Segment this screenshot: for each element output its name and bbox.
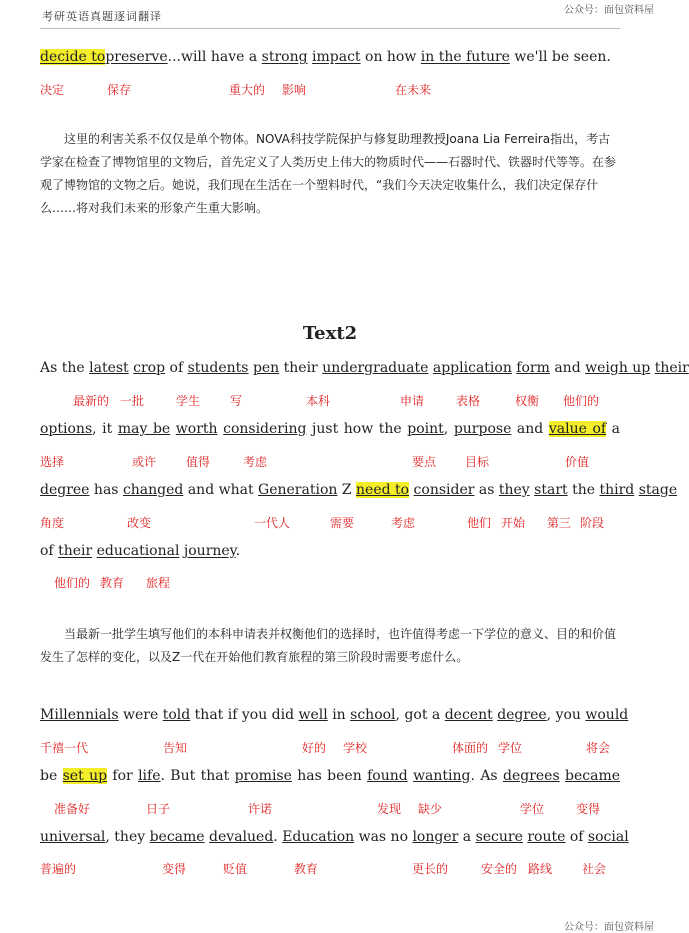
english-line-7 [40, 768, 620, 784]
text-segment: be [40, 768, 63, 784]
cn-gloss: 学位 [498, 741, 523, 755]
underlined-word: wanting [413, 768, 471, 784]
underlined-word: changed [122, 482, 184, 498]
chinese-translation-paragraph: 当最新一批学生填写他们的本科申请表并权衡他们的选择时，也许值得考虑一下学位的意义、目的和价值发生了怎样的变化，以及Z一代在开始他们教育旅程的第三阶段时需要考虑什么。 [40, 627, 617, 664]
cn-gloss: 好的 [302, 741, 327, 755]
cn-gloss: 保存 [107, 83, 132, 97]
text: on how [360, 49, 421, 65]
underlined-word: value of [548, 421, 607, 437]
text: we'll be seen. [509, 49, 611, 65]
text-segment: , it [92, 421, 118, 437]
english-line-2 [40, 360, 689, 376]
text-segment: has been [291, 768, 368, 784]
cn-gloss: 变得 [162, 862, 187, 876]
underlined-word: Generation [258, 482, 338, 498]
text-segment: , they [105, 829, 150, 845]
cn-gloss: 值得 [186, 455, 211, 469]
cn-gloss: 贬值 [223, 862, 248, 876]
footer-watermark: 公众号：面包资料屋 [564, 922, 654, 933]
cn-gloss: 改变 [127, 516, 152, 530]
cn-gloss: 普遍的 [40, 862, 77, 876]
word: decide to [40, 49, 106, 65]
cn-gloss: 教育 [100, 576, 125, 590]
underlined-word: found [367, 768, 408, 784]
word: strong [261, 49, 308, 65]
cn-gloss: 教育 [294, 862, 319, 876]
underlined-word: life [138, 768, 161, 784]
cn-gloss: 选择 [40, 455, 65, 469]
cn-gloss: 价值 [565, 455, 590, 469]
cn-gloss: 社会 [582, 862, 607, 876]
text-segment: , got a [395, 707, 445, 723]
underlined-word: devalued [209, 829, 274, 845]
cn-gloss: 申请 [400, 394, 425, 408]
underlined-word: route [527, 829, 566, 845]
text-segment: As the [40, 360, 90, 376]
cn-gloss: 一代人 [254, 516, 291, 530]
underlined-word: set up [62, 768, 108, 784]
text-segment: the [567, 482, 600, 498]
text-segment: that if you did [190, 707, 299, 723]
cn-gloss: 他们的 [563, 394, 600, 408]
english-line-4 [40, 482, 678, 498]
cn-gloss: 学位 [520, 802, 545, 816]
underlined-word: students [187, 360, 249, 376]
underlined-word: educational [96, 543, 180, 559]
english-line-6 [40, 707, 629, 723]
underlined-word: point [407, 421, 444, 437]
cn-gloss: 决定 [40, 83, 65, 97]
cn-gloss: 表格 [456, 394, 481, 408]
underlined-word: undergraduate [322, 360, 429, 376]
cn-gloss: 在未来 [395, 83, 432, 97]
text-segment: in [327, 707, 351, 723]
underlined-word: would [585, 707, 629, 723]
underlined-word: social [587, 829, 629, 845]
cn-gloss: 将会 [586, 741, 611, 755]
underlined-word: crop [133, 360, 166, 376]
cn-gloss: 一批 [120, 394, 145, 408]
chinese-translation-paragraph: 这里的利害关系不仅仅是单个物体。NOVA科技学院保护与修复助理教授Joana Lia Ferreira指出，考古学家在检查了博物馆里的文物后，首先定义了人类历史上伟大的物质时代——石器时代、铁器时代等等。在参观了博物馆的文物之后。她说，我们现在生活在一个塑料时代，“我们今天决定收集什么，我们决定保存什么……将对我们未来的形象产生重大影响。 [40, 132, 617, 215]
underlined-word: became [149, 829, 205, 845]
underlined-word: may be [117, 421, 171, 437]
text-segment: and [549, 360, 586, 376]
section-heading: Text2 [302, 323, 358, 344]
header-watermark: 公众号：面包资料屋 [564, 5, 654, 16]
underlined-word: their [654, 360, 689, 376]
underlined-word: promise [234, 768, 292, 784]
cn-gloss: 旅程 [146, 576, 171, 590]
cn-gloss: 开始 [501, 516, 526, 530]
cn-gloss: 日子 [146, 802, 171, 816]
text-segment: and what [183, 482, 259, 498]
cn-gloss: 影响 [282, 83, 307, 97]
text-segment: . [235, 543, 241, 559]
cn-gloss: 路线 [528, 862, 553, 876]
text-segment: of [565, 829, 588, 845]
underlined-word: considering [223, 421, 307, 437]
underlined-word: their [58, 543, 93, 559]
underlined-word: stage [638, 482, 678, 498]
underlined-word: secure [475, 829, 523, 845]
underlined-word: told [162, 707, 191, 723]
underlined-word: school [350, 707, 396, 723]
cn-gloss: 阶段 [580, 516, 605, 530]
text-segment: . But that [160, 768, 235, 784]
cn-gloss: 最新的 [73, 394, 110, 408]
cn-gloss: 他们 [467, 516, 492, 530]
text-segment: . [273, 829, 283, 845]
cn-gloss: 千禧一代 [40, 741, 89, 755]
text-segment: a [458, 829, 476, 845]
text-segment: , you [546, 707, 586, 723]
cn-gloss: 要点 [412, 455, 437, 469]
underlined-word: journey [183, 543, 236, 559]
underlined-word: degrees [502, 768, 560, 784]
text: ...will have a [167, 49, 262, 65]
cn-gloss: 准备好 [54, 802, 91, 816]
cn-gloss: 体面的 [452, 741, 489, 755]
english-line-3 [40, 421, 620, 437]
underlined-word: well [298, 707, 328, 723]
underlined-word: options [40, 421, 93, 437]
word: in the future [420, 49, 510, 65]
underlined-word: purpose [453, 421, 512, 437]
text-segment: for [107, 768, 139, 784]
text-segment: has [89, 482, 123, 498]
underlined-word: latest [89, 360, 129, 376]
underlined-word: Millennials [40, 707, 119, 723]
cn-gloss: 安全的 [481, 862, 518, 876]
text-segment: were [118, 707, 163, 723]
cn-gloss: 考虑 [391, 516, 416, 530]
english-line-8 [40, 829, 629, 845]
english-line-5 [40, 543, 240, 559]
header-divider [40, 28, 620, 29]
text-segment: of [40, 543, 59, 559]
underlined-word: Education [282, 829, 355, 845]
cn-gloss: 或许 [132, 455, 157, 469]
underlined-word: form [516, 360, 550, 376]
cn-gloss: 告知 [163, 741, 188, 755]
cn-gloss: 重大的 [229, 83, 266, 97]
cn-gloss: 缺少 [418, 802, 443, 816]
text-segment: of [165, 360, 188, 376]
word: impact [312, 49, 361, 65]
text-segment: their [279, 360, 323, 376]
text-segment: just how the [306, 421, 408, 437]
cn-gloss: 第三 [547, 516, 572, 530]
text-segment: a [606, 421, 620, 437]
english-line-1 [40, 49, 611, 65]
header-title: 考研英语真题逐词翻译 [42, 10, 162, 23]
cn-gloss: 变得 [576, 802, 601, 816]
cn-gloss: 发现 [377, 802, 402, 816]
cn-gloss: 许诺 [248, 802, 273, 816]
text-segment: as [474, 482, 499, 498]
underlined-word: application [432, 360, 512, 376]
underlined-word: universal [40, 829, 106, 845]
underlined-word: third [599, 482, 635, 498]
underlined-word: decent [444, 707, 493, 723]
cn-gloss: 他们的 [54, 576, 91, 590]
underlined-word: degree [40, 482, 90, 498]
text-segment: Z [337, 482, 357, 498]
cn-gloss: 角度 [40, 516, 65, 530]
cn-gloss: 学生 [176, 394, 201, 408]
underlined-word: pen [252, 360, 280, 376]
underlined-word: worth [175, 421, 218, 437]
underlined-word: weigh up [585, 360, 651, 376]
underlined-word: degree [497, 707, 547, 723]
underlined-word: they [498, 482, 530, 498]
cn-gloss: 目标 [465, 455, 490, 469]
cn-gloss: 考虑 [243, 455, 268, 469]
text-segment: was no [354, 829, 413, 845]
underlined-word: longer [412, 829, 459, 845]
text-segment: and [511, 421, 549, 437]
text-segment: , [443, 421, 454, 437]
cn-gloss: 更长的 [412, 862, 449, 876]
cn-gloss: 权衡 [515, 394, 540, 408]
cn-gloss: 学校 [343, 741, 368, 755]
underlined-word: consider [413, 482, 475, 498]
underlined-word: need to [356, 482, 410, 498]
cn-gloss: 需要 [330, 516, 355, 530]
word: preserve [105, 49, 168, 65]
underlined-word: start [534, 482, 568, 498]
underlined-word: became [565, 768, 621, 784]
cn-gloss: 本科 [306, 394, 331, 408]
cn-gloss: 写 [230, 394, 243, 408]
text-segment: . As [470, 768, 503, 784]
